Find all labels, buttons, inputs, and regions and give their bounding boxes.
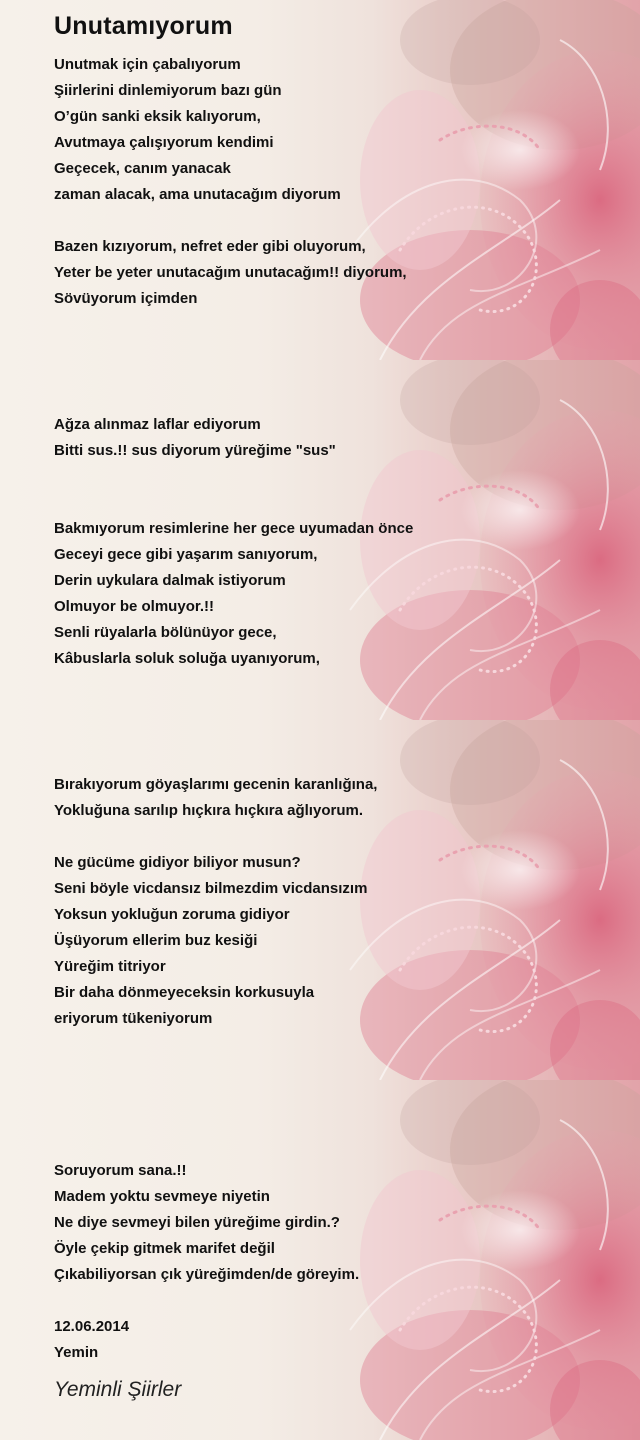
poem-line: Seni böyle vicdansız bilmezdim vicdansızım: [54, 880, 368, 897]
poem-line: Yüreğim titriyor: [54, 958, 166, 975]
poem-line: Yeter be yeter unutacağım unutacağım!! diyorum,: [54, 264, 407, 281]
poem-line: Kâbuslarla soluk soluğa uyanıyorum,: [54, 650, 320, 667]
poem-line: Derin uykulara dalmak istiyorum: [54, 572, 286, 589]
poem-line: Öyle çekip gitmek marifet değil: [54, 1240, 275, 1257]
poem-line: Senli rüyalarla bölünüyor gece,: [54, 624, 277, 641]
poem-line: Yoksun yokluğun zoruma gidiyor: [54, 906, 290, 923]
stanza-group-1: [54, 52, 407, 312]
poem-line: Ağza alınmaz laflar ediyorum: [54, 416, 261, 433]
stanza-group-4: [54, 1158, 359, 1366]
poem-line: Ne diye sevmeyi bilen yüreğime girdin.?: [54, 1214, 340, 1231]
poem-line: Bitti sus.!! sus diyorum yüreğime "sus": [54, 442, 336, 459]
poem-line: Bakmıyorum resimlerine her gece uyumadan önce: [54, 520, 414, 537]
stanza-group-2: [54, 412, 413, 672]
poem-line: Şiirlerini dinlemiyorum bazı gün: [54, 82, 282, 99]
poem-line: Avutmaya çalışıyorum kendimi: [54, 134, 274, 151]
stanza-break: [54, 1288, 359, 1314]
poem-line: Madem yoktu sevmeye niyetin: [54, 1188, 270, 1205]
stanza-break: [54, 490, 413, 516]
poem-line: Unutmak için çabalıyorum: [54, 56, 241, 73]
stanza-break: [54, 824, 377, 850]
stanza-break: [54, 464, 413, 490]
site-signature: Yeminli Şiirler: [54, 1378, 182, 1401]
poem-line: Soruyorum sana.!!: [54, 1162, 187, 1179]
stanza-group-3: [54, 772, 377, 1032]
poem-line: Yokluğuna sarılıp hıçkıra hıçkıra ağlıyorum.: [54, 802, 363, 819]
poem-line: Bir daha dönmeyeceksin korkusuyla: [54, 984, 315, 1001]
poem-line: Geçecek, canım yanacak: [54, 160, 231, 177]
stanza-break: [54, 208, 407, 234]
poem-line: Yemin: [54, 1344, 99, 1361]
poem-line: Ne gücüme gidiyor biliyor musun?: [54, 854, 301, 871]
poem-title: Unutamıyorum: [54, 12, 233, 40]
poem-line: Üşüyorum ellerim buz kesiği: [54, 932, 258, 949]
poem-line: Bazen kızıyorum, nefret eder gibi oluyorum,: [54, 238, 366, 255]
poem-line: O’gün sanki eksik kalıyorum,: [54, 108, 261, 125]
poem-line: eriyorum tükeniyorum: [54, 1010, 213, 1027]
poem-line: Çıkabiliyorsan çık yüreğimden/de göreyim.: [54, 1266, 360, 1283]
poem-line: zaman alacak, ama unutacağım diyorum: [54, 186, 341, 203]
poem-line: Sövüyorum içimden: [54, 290, 198, 307]
poem-line: Geceyi gece gibi yaşarım sanıyorum,: [54, 546, 318, 563]
poem-line: Olmuyor be olmuyor.!!: [54, 598, 215, 615]
poem-line: Bırakıyorum göyaşlarımı gecenin karanlığına,: [54, 776, 378, 793]
poem-line: 12.06.2014: [54, 1318, 130, 1335]
